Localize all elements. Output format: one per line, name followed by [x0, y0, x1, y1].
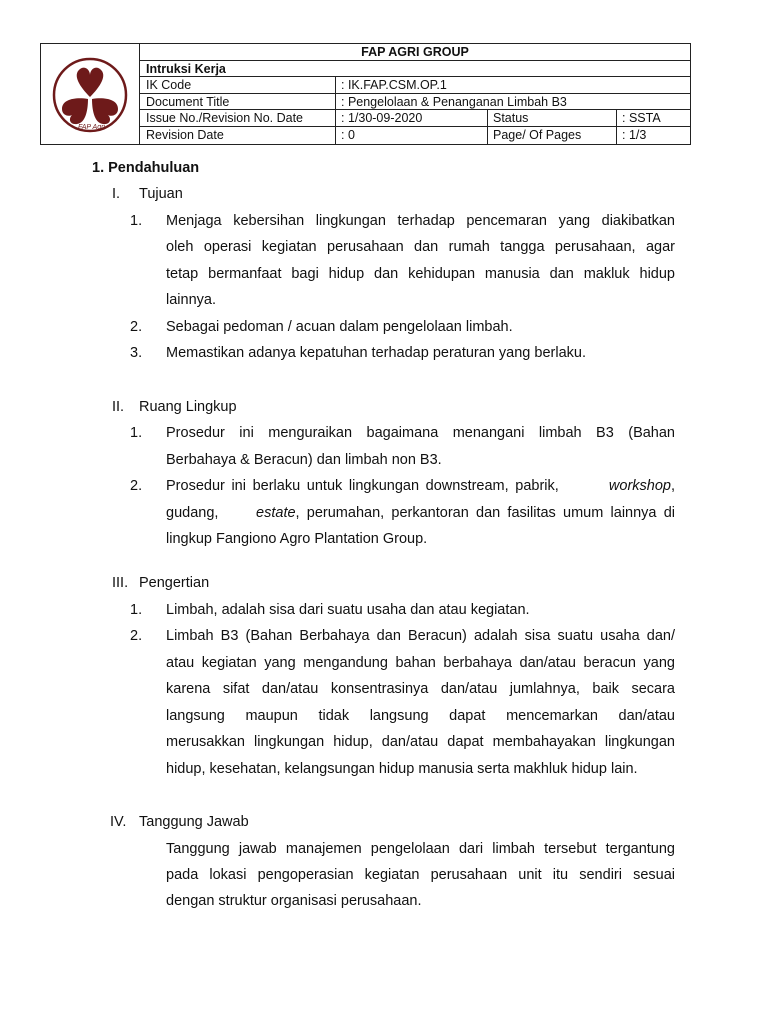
- text-run: , perumahan, perkantoran dan fasilitas umum lainnya di: [295, 505, 675, 521]
- paragraph-line: dengan struktur organisasi perusahaan.: [166, 893, 422, 909]
- italic-term-workshop: workshop: [608, 478, 671, 494]
- subsection-num-tanggung: IV.: [110, 814, 127, 830]
- paragraph-line: Menjaga kebersihan lingkungan terhadap pencemaran yang diakibatkan: [166, 213, 675, 229]
- subsection-title-ruang: Ruang Lingkup: [139, 399, 237, 415]
- paragraph-line: merusakkan lingkungan hidup, dan/atau dapat membahayakan lingkungan: [166, 734, 675, 750]
- paragraph-line: Limbah, adalah sisa dari suatu usaha dan atau kegiatan.: [166, 602, 530, 618]
- subsection-title-tanggung: Tanggung Jawab: [139, 814, 249, 830]
- paragraph-line: hidup, kesehatan, kelangsungan hidup manusia serta makhluk hidup lain.: [166, 761, 638, 777]
- doc-type-row: [140, 61, 690, 78]
- list-item-num: 2.: [130, 478, 143, 494]
- subsection-title-pengertian: Pengertian: [139, 575, 210, 591]
- revision-row: [140, 127, 690, 144]
- text-run: Prosedur ini berlaku untuk lingkungan downstream, pabrik,: [166, 478, 559, 494]
- doc-type: Intruksi Kerja: [146, 61, 226, 76]
- paragraph-line: atau kegiatan yang mengandung bahan berbahaya dan/atau beracun yang: [166, 655, 675, 671]
- company-name-row: [140, 44, 690, 61]
- paragraph-line: pada lokasi pengoperasian kegiatan perusahaan unit itu sendiri sesuai: [166, 867, 675, 883]
- issue-row: [140, 110, 690, 127]
- company-name: FAP AGRI GROUP: [361, 45, 469, 59]
- list-item-num: 2.: [130, 319, 143, 335]
- paragraph-line: [166, 504, 675, 522]
- issue-label: Issue No./Revision No. Date: [146, 111, 304, 126]
- logo-cell: [41, 44, 140, 144]
- text-run: [256, 504, 675, 522]
- subsection-num-pengertian: III.: [112, 575, 129, 591]
- text-run: [609, 477, 675, 495]
- list-item-num: 2.: [130, 628, 143, 644]
- issue-value: : 1/30-09-2020: [341, 111, 423, 126]
- logo-text: FAP Agri: [78, 124, 105, 131]
- paragraph-line: lingkup Fangiono Agro Plantation Group.: [166, 531, 428, 547]
- status-value: : SSTA: [622, 111, 661, 126]
- section-heading: 1. Pendahuluan: [92, 160, 200, 176]
- list-item-num: 1.: [130, 425, 143, 441]
- paragraph-line: Limbah B3 (Bahan Berbahaya dan Beracun) adalah sisa suatu usaha dan/: [166, 628, 675, 644]
- subsection-num-ruang: II.: [112, 399, 125, 415]
- paragraph-line: Tanggung jawab manajemen pengelolaan dari limbah tersebut tergantung: [166, 841, 675, 857]
- paragraph-line: tetap bermanfaat bagi hidup dan kehidupan manusia dan makluk hidup: [166, 266, 675, 282]
- subsection-num-tujuan: I.: [112, 186, 121, 202]
- ik-code-row: [140, 77, 690, 94]
- page-label: Page/ Of Pages: [493, 128, 582, 142]
- paragraph-line: Sebagai pedoman / acuan dalam pengelolaan limbah.: [166, 319, 513, 335]
- header-grid: [140, 44, 690, 144]
- text-run: ,: [670, 478, 675, 494]
- subsection-title-tujuan: Tujuan: [139, 186, 183, 202]
- list-item-num: 3.: [130, 345, 143, 361]
- status-label: Status: [493, 111, 529, 126]
- revision-label: Revision Date: [146, 128, 224, 142]
- doc-title-value: : Pengelolaan & Penanganan Limbah B3: [341, 94, 567, 109]
- paragraph-line: Prosedur ini menguraikan bagaimana menangani limbah B3 (Bahan: [166, 425, 675, 441]
- paragraph-line: [166, 477, 675, 495]
- document-header-table: [40, 43, 691, 145]
- ik-code-label: IK Code: [146, 78, 192, 93]
- paragraph-line: Berbahaya & Beracun) dan limbah non B3.: [166, 452, 442, 468]
- page-value: : 1/3: [622, 128, 647, 142]
- paragraph-line: oleh operasi kegiatan perusahaan dan rumah tangga perusahaan, agar: [166, 239, 675, 255]
- italic-term-estate: estate: [256, 505, 296, 521]
- paragraph-line: lainnya.: [166, 292, 216, 308]
- doc-title-row: [140, 94, 690, 111]
- list-item-num: 1.: [130, 213, 143, 229]
- list-item-num: 1.: [130, 602, 143, 618]
- revision-value: : 0: [341, 128, 355, 142]
- fap-agri-logo: [50, 57, 130, 133]
- paragraph-line: langsung maupun tidak langsung dapat mencemarkan dan/atau: [166, 708, 675, 724]
- doc-title-label: Document Title: [146, 94, 230, 109]
- text-run: gudang,: [166, 505, 219, 521]
- ik-code-value: : IK.FAP.CSM.OP.1: [341, 78, 447, 93]
- paragraph-line: Memastikan adanya kepatuhan terhadap peraturan yang berlaku.: [166, 345, 586, 361]
- paragraph-line: karena sifat dan/atau konsentrasinya dan/atau jumlahnya, baik secara: [166, 681, 675, 697]
